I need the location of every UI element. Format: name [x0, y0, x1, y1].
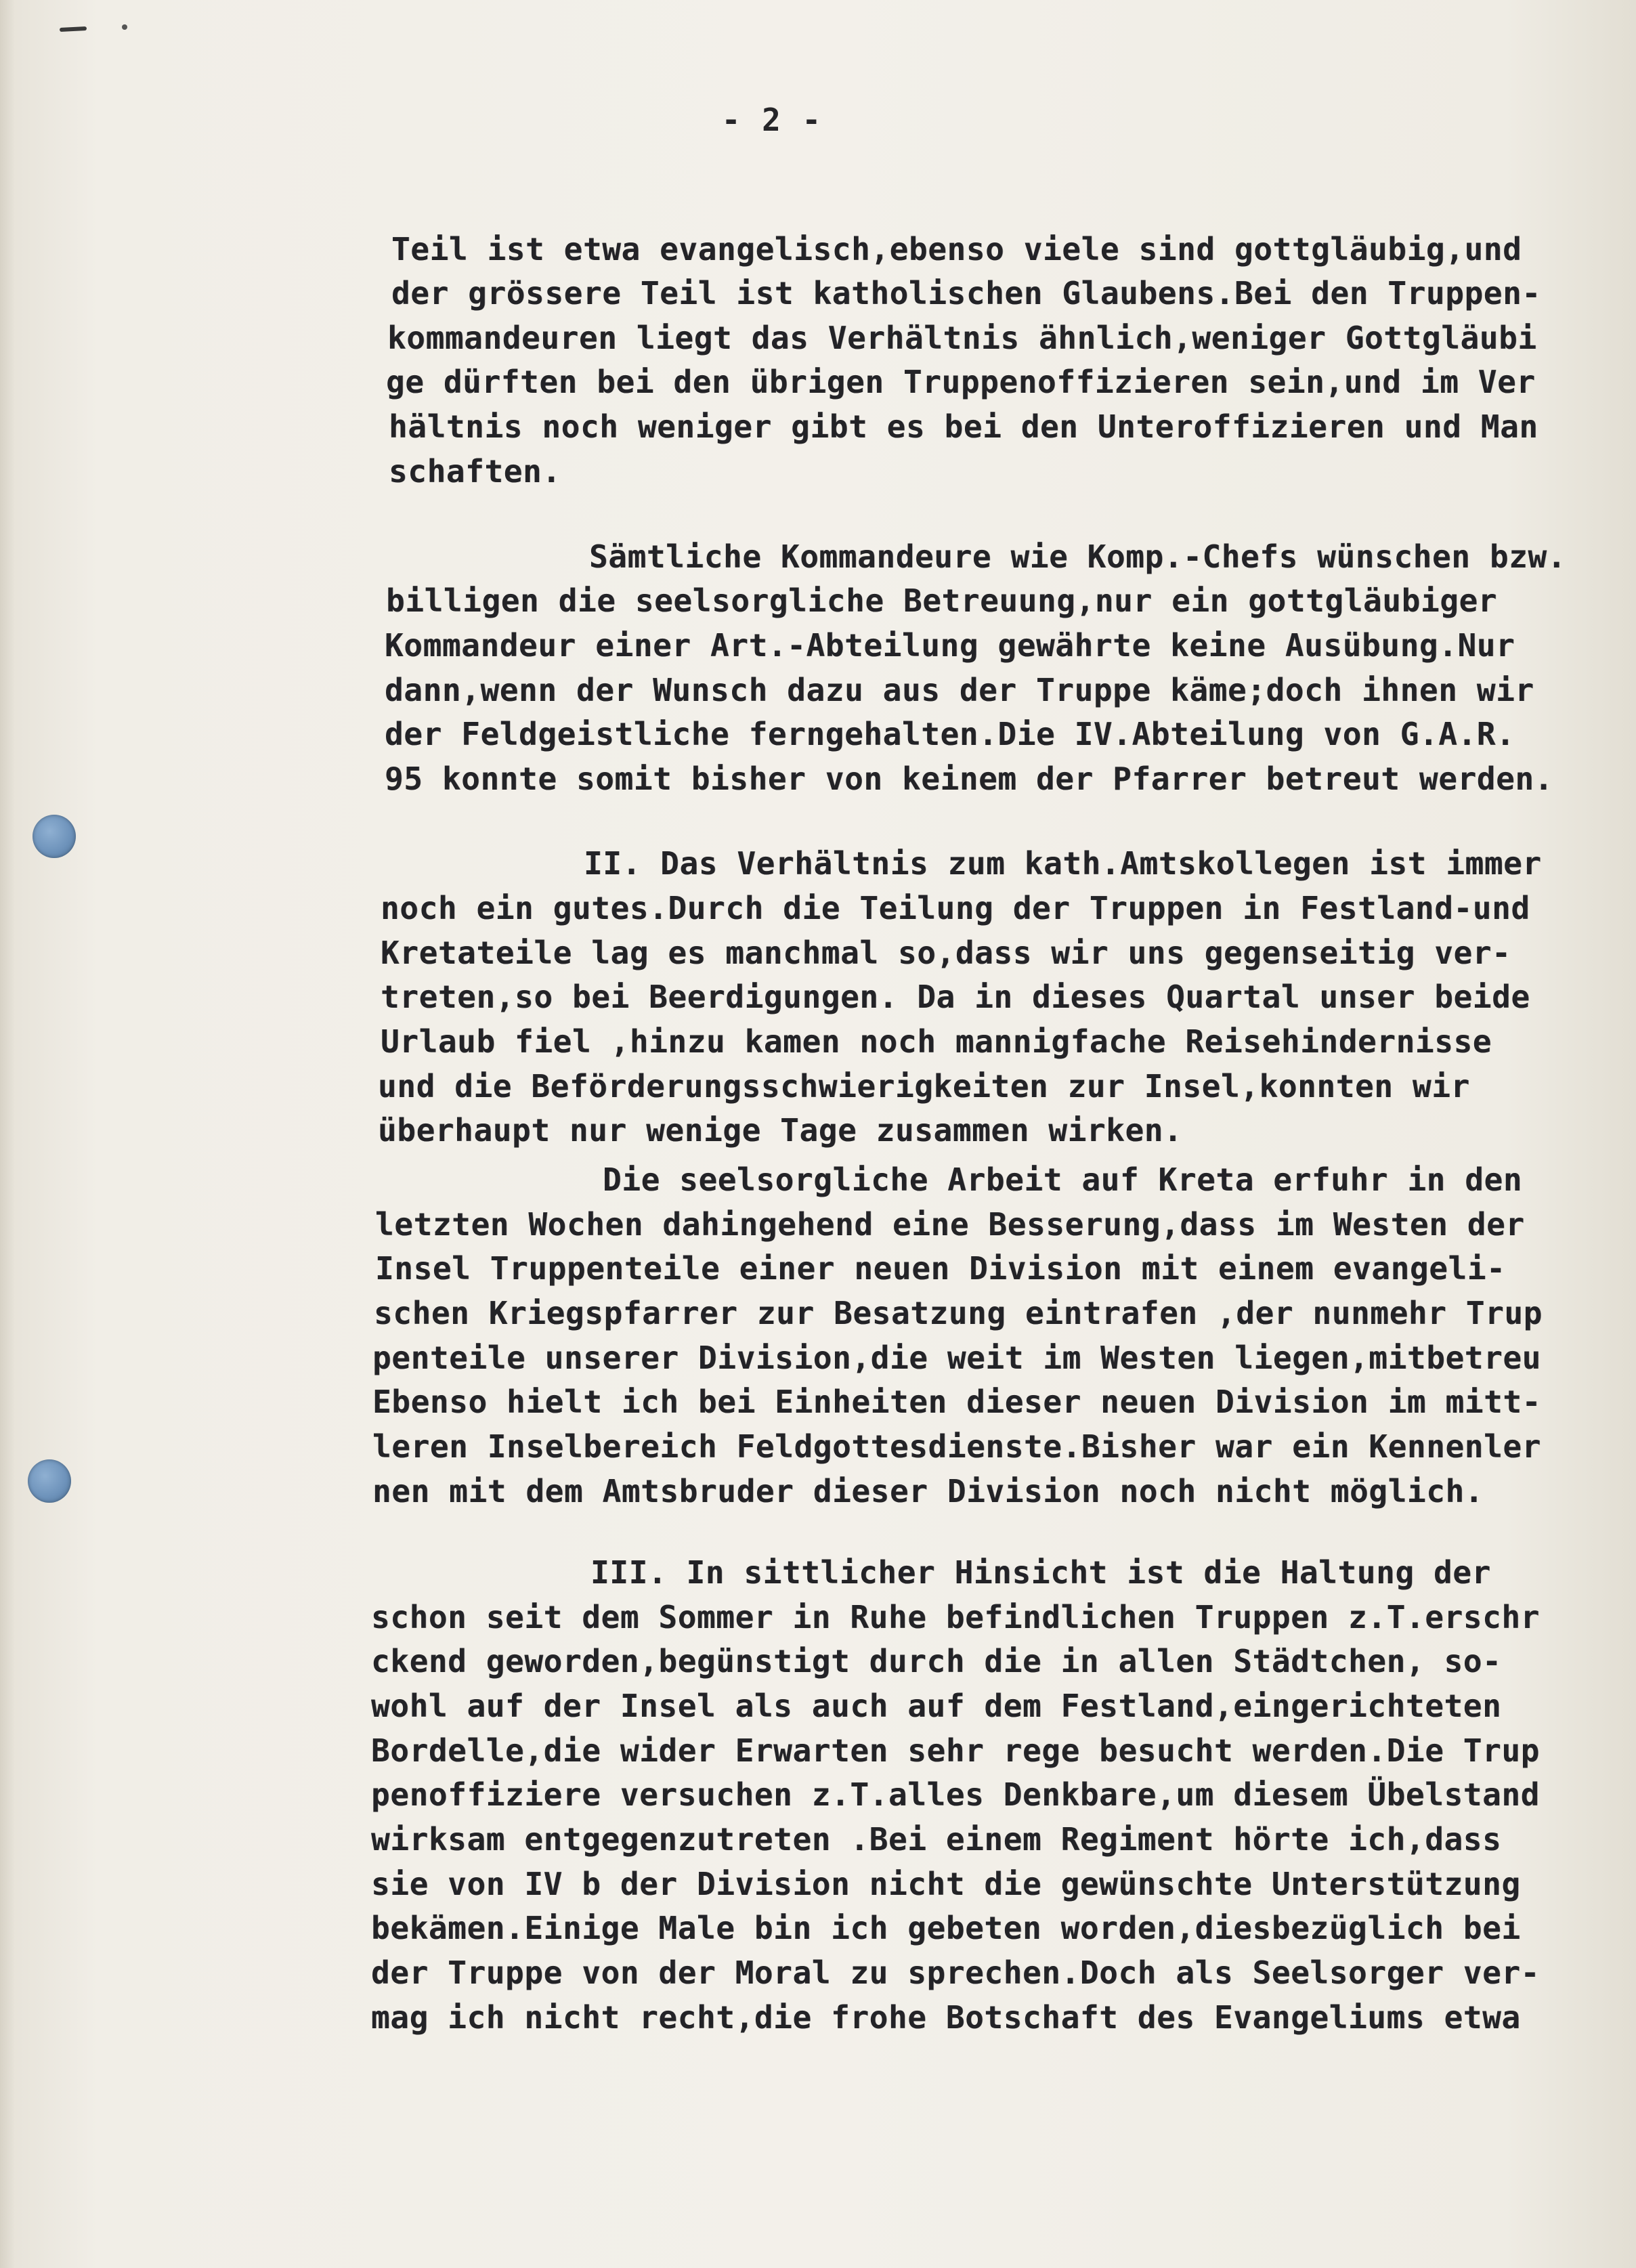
text-line: Bordelle,die wider Erwarten sehr rege besucht werden.Die Trup: [371, 1732, 1540, 1769]
text-line: penteile unserer Division,die weit im Westen liegen,mitbetreu: [372, 1340, 1541, 1376]
text-line: ge dürften bei den übrigen Truppenoffizieren sein,und im Ver: [386, 364, 1536, 400]
text-line: wohl auf der Insel als auch auf dem Festland,eingerichteten: [371, 1688, 1502, 1724]
text-line: leren Inselbereich Feldgottesdienste.Bisher war ein Kennenler: [372, 1428, 1541, 1465]
text-line: sie von IV b der Division nicht die gewünschte Unterstützung: [371, 1866, 1521, 1902]
paper-edge-shadow: [0, 0, 15, 2268]
text-line: überhaupt nur wenige Tage zusammen wirken.: [378, 1112, 1183, 1149]
text-line: der grössere Teil ist katholischen Glaubens.Bei den Truppen-: [391, 275, 1541, 312]
text-line: III. In sittlicher Hinsicht ist die Haltung der: [590, 1554, 1491, 1591]
text-line: Sämtliche Kommandeure wie Komp.-Chefs wünschen bzw.: [589, 538, 1567, 575]
text-line: der Feldgeistliche ferngehalten.Die IV.Abteilung von G.A.R.: [385, 716, 1515, 752]
text-line: letzten Wochen dahingehend eine Besserung,dass im Westen der: [375, 1206, 1525, 1243]
text-line: penoffiziere versuchen z.T.alles Denkbare,um diesem Übelstand: [371, 1776, 1540, 1813]
text-line: Ebenso hielt ich bei Einheiten dieser neuen Division im mitt-: [372, 1384, 1541, 1420]
text-line: wirksam entgegenzutreten .Bei einem Regiment hörte ich,dass: [371, 1821, 1502, 1858]
text-line: Die seelsorgliche Arbeit auf Kreta erfuhr in den: [603, 1161, 1523, 1198]
punch-hole-bottom: [28, 1459, 71, 1503]
ink-dot: [122, 24, 127, 30]
text-line: Urlaub fiel ,hinzu kamen noch mannigfache Reisehindernisse: [381, 1023, 1492, 1060]
text-line: Kretateile lag es manchmal so,dass wir uns gegenseitig ver-: [381, 935, 1511, 971]
text-line: dann,wenn der Wunsch dazu aus der Truppe käme;doch ihnen wir: [385, 672, 1534, 708]
text-line: und die Beförderungsschwierigkeiten zur Insel,konnten wir: [378, 1068, 1470, 1105]
text-line: mag ich nicht recht,die frohe Botschaft des Evangeliums etwa: [371, 1999, 1521, 2036]
text-line: ckend geworden,begünstigt durch die in allen Städtchen, so-: [371, 1643, 1502, 1679]
text-line: Insel Truppenteile einer neuen Division mit einem evangeli-: [375, 1250, 1506, 1287]
text-line: schon seit dem Sommer in Ruhe befindlichen Truppen z.T.erschr: [371, 1599, 1540, 1635]
punch-hole-top: [33, 815, 76, 858]
text-line: nen mit dem Amtsbruder dieser Division noch nicht möglich.: [372, 1473, 1484, 1510]
text-line: Teil ist etwa evangelisch,ebenso viele sind gottgläubig,und: [391, 231, 1522, 268]
page-number: - 2 -: [721, 102, 823, 138]
text-line: billigen die seelsorgliche Betreuung,nur ein gottgläubiger: [386, 582, 1498, 619]
text-line: bekämen.Einige Male bin ich gebeten worden,diesbezüglich bei: [371, 1910, 1521, 1946]
text-line: noch ein gutes.Durch die Teilung der Truppen in Festland-und: [381, 890, 1530, 926]
text-line: Kommandeur einer Art.-Abteilung gewährte keine Ausübung.Nur: [385, 627, 1515, 664]
text-line: kommandeuren liegt das Verhältnis ähnlich,weniger Gottgläubi: [387, 320, 1537, 356]
text-line: hältnis noch weniger gibt es bei den Unteroffizieren und Man: [389, 408, 1538, 445]
text-line: schen Kriegspfarrer zur Besatzung eintrafen ,der nunmehr Trup: [374, 1295, 1543, 1331]
text-line: 95 konnte somit bisher von keinem der Pfarrer betreut werden.: [385, 761, 1553, 797]
text-line: schaften.: [389, 453, 561, 490]
text-line: der Truppe von der Moral zu sprechen.Doch als Seelsorger ver-: [371, 1954, 1540, 1991]
text-line: II. Das Verhältnis zum kath.Amtskollegen ist immer: [584, 845, 1542, 882]
text-line: treten,so bei Beerdigungen. Da in dieses Quartal unser beide: [381, 979, 1530, 1015]
